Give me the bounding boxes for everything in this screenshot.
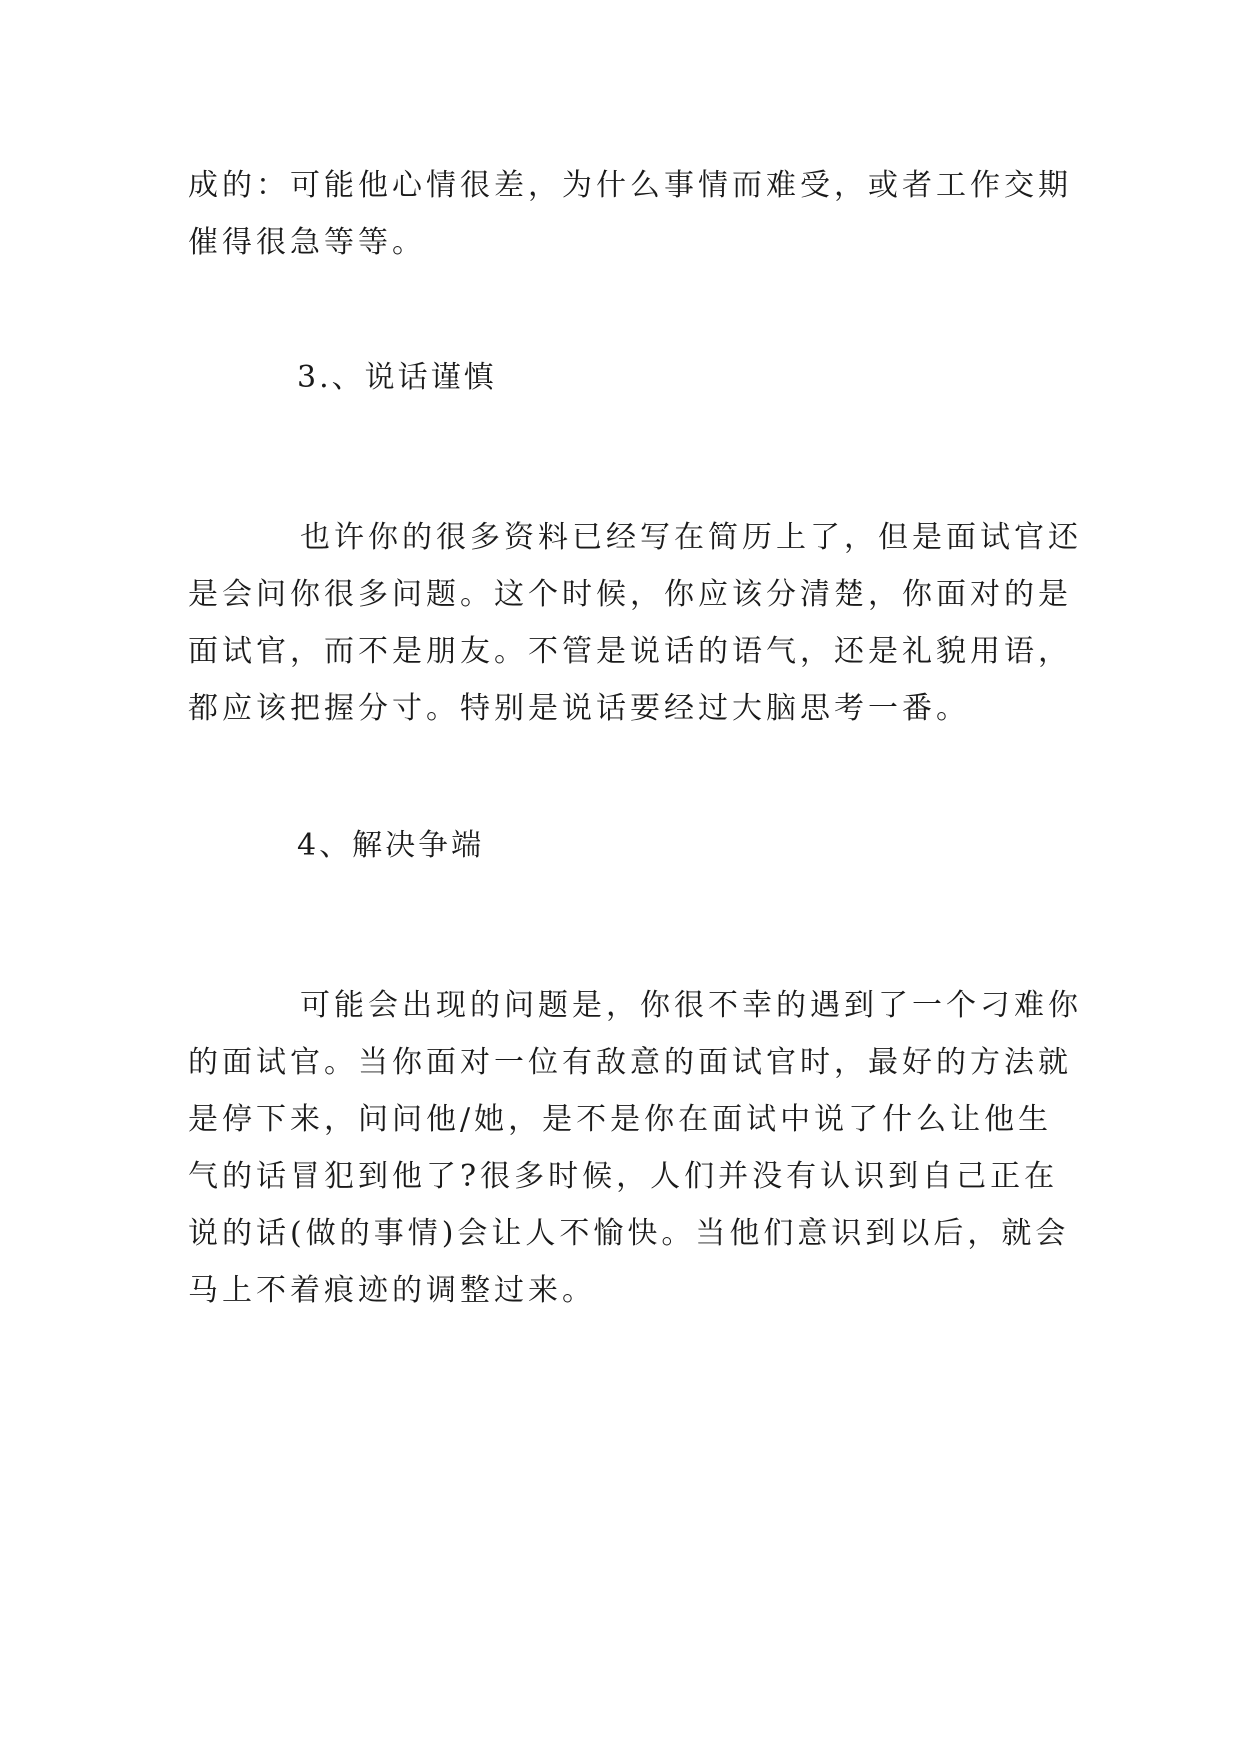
text-line: 是会问你很多问题。这个时候，你应该分清楚，你面对的是	[188, 577, 1072, 612]
text-line: 说的话(做的事情)会让人不愉快。当他们意识到以后，就会	[188, 1216, 1070, 1251]
text-line: 是停下来，问问他/她，是不是你在面试中说了什么让他生	[188, 1102, 1053, 1137]
text-line: 催得很急等等。	[188, 225, 426, 260]
section-heading-4	[297, 826, 1177, 866]
heading-text: 3.、说话谨慎	[297, 360, 497, 395]
text-line: 都应该把握分寸。特别是说话要经过大脑思考一番。	[188, 691, 970, 726]
text-line: 马上不着痕迹的调整过来。	[188, 1273, 596, 1308]
text-line: 成的：可能他心情很差，为什么事情而难受，或者工作交期	[188, 168, 1072, 203]
text-line: 的面试官。当你面对一位有敌意的面试官时，最好的方法就	[188, 1045, 1072, 1080]
text-line: 也许你的很多资料已经写在简历上了，但是面试官还	[300, 520, 1082, 555]
text-line: 可能会出现的问题是，你很不幸的遇到了一个刁难你	[300, 988, 1082, 1023]
paragraph-continuation	[188, 157, 1072, 271]
section-heading-3	[297, 358, 1177, 398]
text-line: 面试官，而不是朋友。不管是说话的语气，还是礼貌用语，	[188, 634, 1072, 669]
heading-text: 4、解决争端	[297, 828, 485, 863]
paragraph-speak-carefully	[188, 509, 1082, 737]
text-line: 气的话冒犯到他了?很多时候，人们并没有认识到自己正在	[188, 1159, 1059, 1194]
paragraph-resolve-disputes	[188, 977, 1082, 1319]
